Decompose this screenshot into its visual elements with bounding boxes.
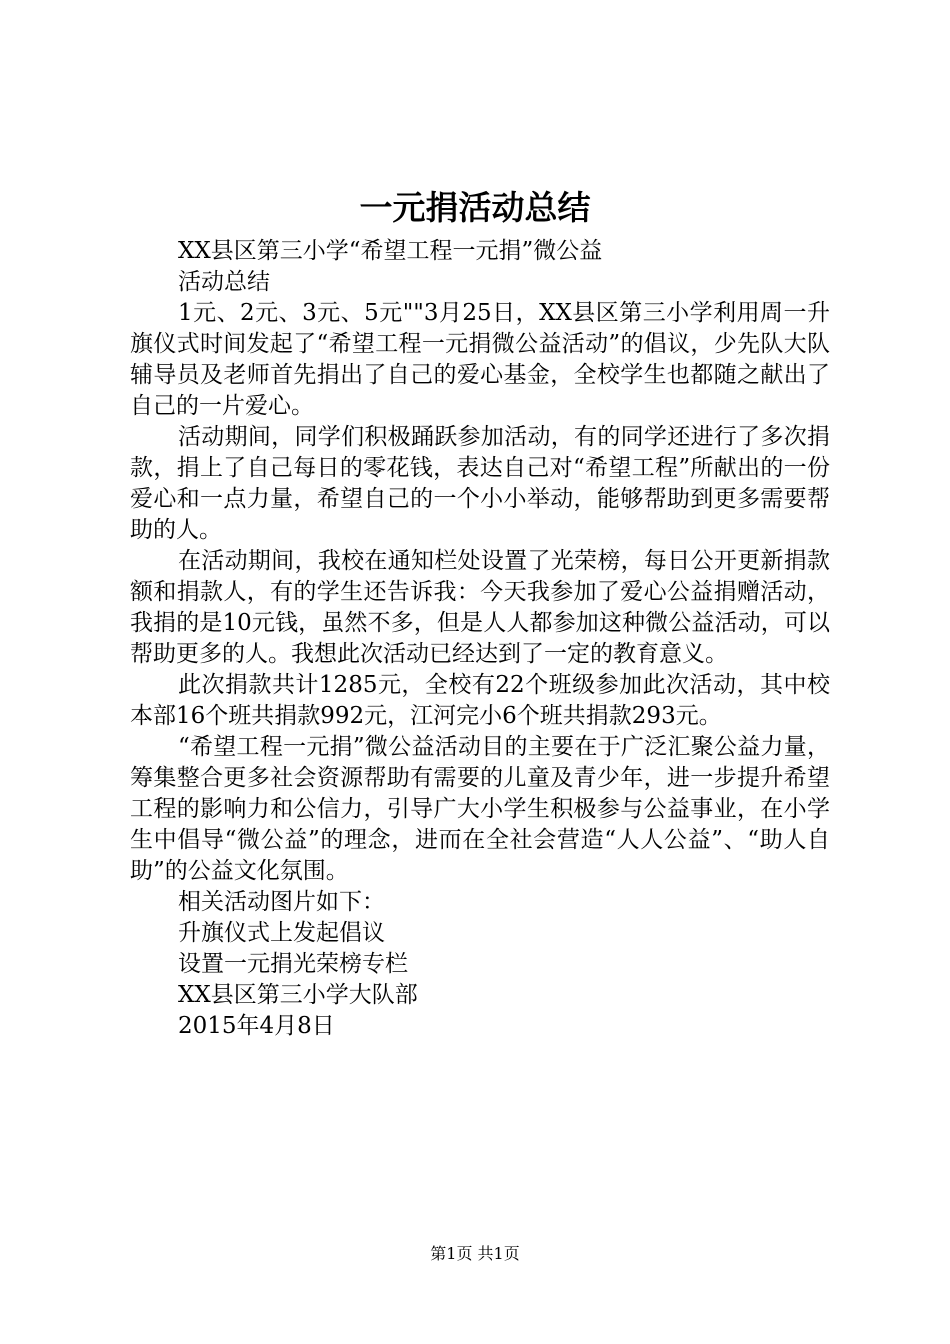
closing-line: 升旗仪式上发起倡议 [178,920,385,946]
date-line: 2015年4月8日 [178,1013,335,1039]
document-body [130,236,830,1042]
closing-line: 设置一元捐光荣榜专栏 [178,951,408,977]
page-footer: 第1页 共1页 [430,1244,520,1263]
body-paragraph: 1元、2元、3元、5元""3月25日，XX县区第三小学利用周一升旗仪式时间发起了“希望工程一元捐微公益活动”的倡议，少先队大队辅导员及老师首先捐出了自己的爱心基金，全校学生也都随之献出了自己的一片爱心。 [130,300,830,419]
intro-line: 活动总结 [178,269,270,295]
page-title: 一元捐活动总结 [359,188,591,227]
body-paragraph: 在活动期间，我校在通知栏处设置了光荣榜，每日公开更新捐款额和捐款人，有的学生还告诉我：今天我参加了爱心公益捐赠活动，我捐的是10元钱，虽然不多，但是人人都参加这种微公益活动，可以帮助更多的人。我想此次活动已经达到了一定的教育意义。 [130,548,830,667]
body-paragraph: 此次捐款共计1285元，全校有22个班级参加此次活动，其中校本部16个班共捐款992元，江河完小6个班共捐款293元。 [130,672,830,729]
body-paragraph: 活动期间，同学们积极踊跃参加活动，有的同学还进行了多次捐款，捐上了自己每日的零花钱，表达自己对“希望工程”所献出的一份爱心和一点力量，希望自己的一个小小举动，能够帮助到更多需要帮助的人。 [130,424,830,543]
body-paragraph: “希望工程一元捐”微公益活动目的主要在于广泛汇聚公益力量，筹集整合更多社会资源帮助有需要的儿童及青少年，进一步提升希望工程的影响力和公信力，引导广大小学生积极参与公益事业，在小学生中倡导“微公益”的理念，进而在全社会营造“人人公益”、“助人自助”的公益文化氛围。 [130,734,830,884]
closing-line: 相关活动图片如下： [178,889,385,915]
signature-line: XX县区第三小学大队部 [178,982,418,1008]
intro-line: XX县区第三小学“希望工程一元捐”微公益 [178,238,603,264]
